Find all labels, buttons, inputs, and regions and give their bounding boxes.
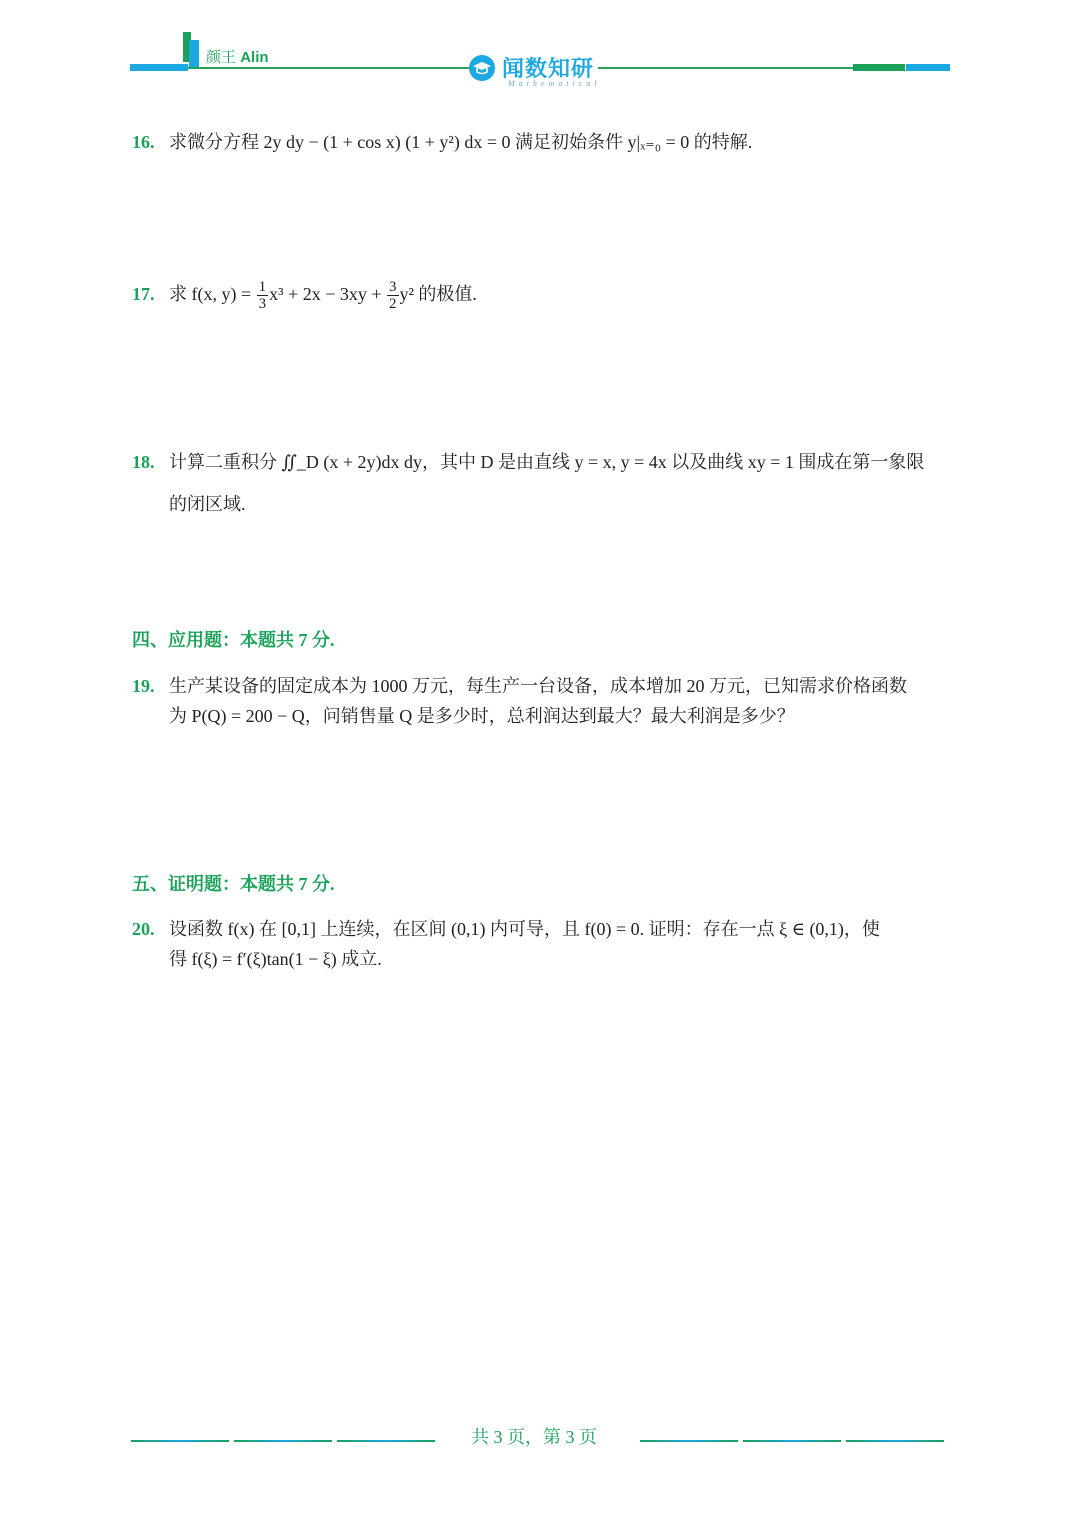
question-number: 18. bbox=[132, 452, 155, 472]
brand-left bbox=[206, 46, 269, 67]
section-heading-applied: 四、应用题：本题共 7 分. bbox=[132, 630, 335, 650]
question-text-line-2: 为 P(Q) = 200 − Q，问销售量 Q 是多少时，总利润达到最大？最大利润是多少？ bbox=[169, 706, 795, 726]
brand-logo-icon bbox=[183, 32, 203, 68]
brand-left-cn: 颜王 bbox=[206, 49, 237, 66]
fraction-numerator: 3 bbox=[389, 279, 397, 296]
header-rule bbox=[598, 67, 853, 69]
question-text: 求微分方程 2y dy − (1 + cos x) (1 + y²) dx = 0 满足初始条件 y|ₓ₌₀ = 0 的特解. bbox=[169, 132, 753, 152]
question-text bbox=[169, 279, 952, 312]
question-text-line-1: 设函数 f(x) 在 [0,1] 上连续，在区间 (0,1) 内可导，且 f(0) = 0. 证明：存在一点 ξ ∈ (0,1)，使 bbox=[169, 919, 880, 939]
question-text-line-1: 计算二重积分 ∬_D (x + 2y)dx dy，其中 D 是由直线 y = x, y = 4x 以及曲线 xy = 1 围成在第一象限 bbox=[169, 452, 925, 472]
footer-rule bbox=[743, 1440, 841, 1442]
center-title: 闻数知研 bbox=[502, 56, 595, 81]
graduation-cap-icon bbox=[468, 54, 496, 82]
question-19 bbox=[132, 671, 952, 731]
question-text-middle: x³ + 2x − 3xy + bbox=[269, 284, 386, 304]
question-text-prefix: 求 f(x, y) = bbox=[169, 284, 256, 304]
page-header bbox=[0, 0, 1080, 100]
fraction-denominator: 2 bbox=[389, 296, 397, 313]
question-number: 16. bbox=[132, 132, 155, 152]
brand-left-en: Alin bbox=[240, 49, 269, 66]
question-number: 20. bbox=[132, 919, 155, 939]
footer-rule bbox=[640, 1440, 738, 1442]
question-17 bbox=[132, 279, 952, 312]
question-number: 17. bbox=[132, 284, 155, 304]
page-number: 共 3 页，第 3 页 bbox=[471, 1427, 597, 1447]
footer-rule bbox=[131, 1440, 229, 1442]
question-text-line-2: 得 f(ξ) = f′(ξ)tan(1 − ξ) 成立. bbox=[169, 949, 382, 969]
header-rule bbox=[130, 64, 188, 71]
fraction-denominator: 3 bbox=[258, 296, 267, 313]
question-number: 19. bbox=[132, 676, 155, 696]
footer-rule bbox=[846, 1440, 944, 1442]
question-16 bbox=[132, 127, 952, 157]
header-rule bbox=[853, 64, 905, 71]
center-subtitle: Mathematical bbox=[508, 79, 601, 88]
fraction bbox=[257, 279, 269, 312]
question-18 bbox=[132, 441, 952, 525]
question-text-suffix: y² 的极值. bbox=[399, 284, 477, 304]
header-rule bbox=[188, 67, 470, 69]
question-text-line-2: 的闭区域. bbox=[169, 494, 246, 514]
header-rule bbox=[906, 64, 950, 71]
fraction-numerator: 1 bbox=[258, 279, 267, 296]
footer-rule bbox=[234, 1440, 332, 1442]
question-20 bbox=[132, 914, 952, 974]
footer-rule bbox=[337, 1440, 435, 1442]
question-text-line-1: 生产某设备的固定成本为 1000 万元，每生产一台设备，成本增加 20 万元，已知需求价格函数 bbox=[169, 676, 907, 696]
fraction bbox=[387, 279, 399, 312]
section-heading-proof: 五、证明题：本题共 7 分. bbox=[132, 874, 335, 894]
